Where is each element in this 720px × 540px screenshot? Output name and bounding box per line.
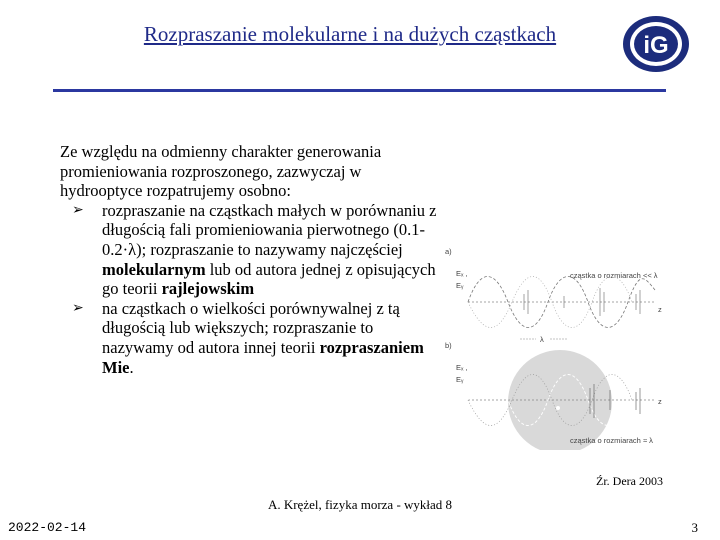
- institution-logo: [620, 12, 692, 76]
- intro-paragraph: Ze względu na odmienny charakter generowania promieniowania rozproszonego, zazwyczaj w hydrooptyce rozpatrujemy osobno:: [60, 142, 382, 201]
- field-label-ex-b: Eₓ ,: [456, 363, 468, 372]
- bullet-text-end: .: [129, 357, 134, 377]
- logo-text: iG: [643, 32, 669, 59]
- bullet-item-mie: [60, 299, 440, 377]
- slide-date: 2022-02-14: [8, 520, 87, 535]
- term-mie: rozpraszaniem Mie: [102, 337, 424, 377]
- wavelength-symbol: λ: [540, 335, 544, 344]
- caption-large-particle: cząstka o rozmiarach ≈ λ: [570, 436, 653, 445]
- footer-author: A. Krężel, fizyka morza - wykład 8: [267, 497, 453, 512]
- figure-label-b: b): [445, 341, 452, 350]
- field-label-ex-a: Eₓ ,: [456, 269, 468, 278]
- axis-z-b: z: [658, 397, 662, 406]
- slide-title: Rozpraszanie molekularne i na dużych cząstkach: [143, 22, 557, 46]
- caption-small-particle: cząstka o rozmiarach << λ: [570, 271, 658, 280]
- bullet-item-molecular: [60, 201, 440, 299]
- slide-body: [60, 142, 440, 377]
- bullet-text: rozpraszanie na cząstkach małych w porównaniu z długością fali promieniowania pierwotnego (0.1-0.2·λ); rozpraszanie to nazywamy najczęściej: [102, 200, 437, 259]
- axis-z-a: z: [658, 305, 662, 314]
- bullet-text-mid: lub od autora jednej z opisujących go teorii: [102, 259, 436, 299]
- field-label-ey-b: Eᵧ: [456, 375, 464, 384]
- arrow-bullet-icon: ➢: [72, 201, 84, 218]
- field-label-ey-a: Eᵧ: [456, 281, 464, 290]
- term-rayleigh: rajlejowskim: [161, 279, 255, 299]
- page-number: 3: [691, 520, 698, 535]
- figure-source: Źr. Dera 2003: [596, 474, 663, 488]
- term-molecular: molekularnym: [102, 259, 206, 279]
- bullet-text: na cząstkach o wielkości porównywalnej z tą długością lub większych; rozpraszanie to nazywamy od autora innej teorii: [102, 298, 400, 357]
- title-rule: [53, 89, 666, 92]
- scattering-figure: [440, 238, 680, 450]
- figure-label-a: a): [445, 247, 452, 256]
- arrow-bullet-icon: ➢: [72, 299, 84, 316]
